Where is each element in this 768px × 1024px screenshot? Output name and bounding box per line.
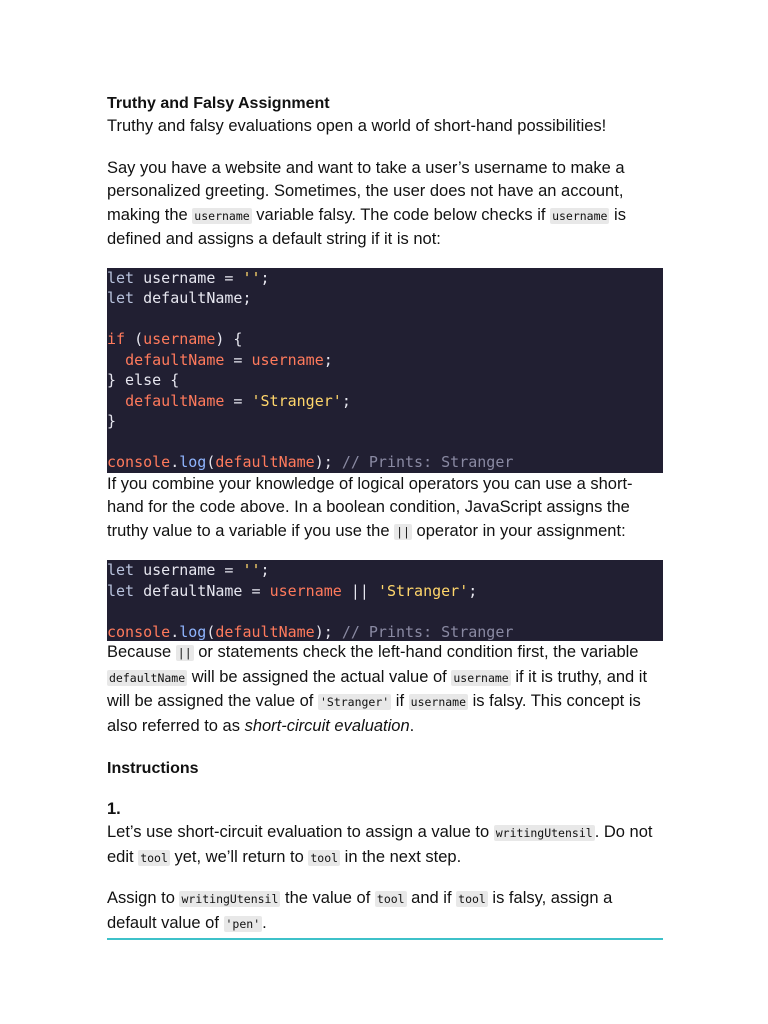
code-block-2: let username = ''; let defaultName = username || 'Stranger'; console.log(defaultName); // Prints: Stranger (107, 560, 663, 641)
inline-code: tool (310, 850, 339, 865)
inline-code: writingUtensil (495, 826, 593, 840)
divider (107, 938, 663, 940)
inline-code: username (410, 695, 467, 709)
inline-code: 'Stranger' (319, 695, 390, 709)
instructions-heading: Instructions (107, 760, 199, 777)
step-paragraph-2: Assign to writingUtensil the value of tool and if tool is falsy, assign a default value of 'pen' . (107, 889, 613, 932)
inline-code: tool (140, 850, 168, 865)
step-paragraph-1: Let’s use short-circuit evaluation to assign a value to writingUtensil . Do not edit tool yet, we’ll return to tool in the next step. (107, 823, 653, 866)
inline-code: defaultName (109, 670, 186, 685)
inline-code: username (453, 670, 509, 685)
inline-code: username (552, 208, 608, 223)
inline-code: tool (376, 892, 405, 906)
paragraph-2: If you combine your knowledge of logical operators you can use a short-hand for the code above. In a boolean condition, JavaScript assigns the truthy value to a variable if you use the || operator in your assignment: (107, 474, 633, 540)
inline-code: || (177, 646, 192, 660)
intro-paragraph: Truthy and falsy evaluations open a world of short-hand possibilities! (107, 117, 607, 135)
inline-code: writingUtensil (181, 892, 279, 906)
step-number: 1. (107, 800, 121, 818)
inline-code: || (396, 524, 410, 539)
lesson-content (107, 93, 663, 940)
code-block-1: let username = ''; let defaultName; if (username) { defaultName = username; } else { defaultName = 'Stranger'; } console.log(defaultName); // Prints: Stranger (107, 268, 663, 473)
lesson-title: Truthy and Falsy Assignment (107, 95, 330, 112)
emphasis-term: short-circuit evaluation (244, 716, 410, 735)
paragraph-1: Say you have a website and want to take a user’s username to make a personalized greeting. Sometimes, the user does not have an account, making the username variable falsy. The code below checks if username is defined and assigns a default string if it is not: (107, 158, 626, 248)
paragraph-3: Because || or statements check the left-hand condition first, the variable defaultName will be assigned the actual value of username if it is truthy, and it will be assigned the value of 'Stranger' if username is falsy. This concept is also referred to as short-circuit evaluation. (107, 643, 648, 735)
inline-code: 'pen' (225, 916, 261, 931)
inline-code: tool (458, 892, 486, 906)
inline-code: username (194, 208, 250, 223)
